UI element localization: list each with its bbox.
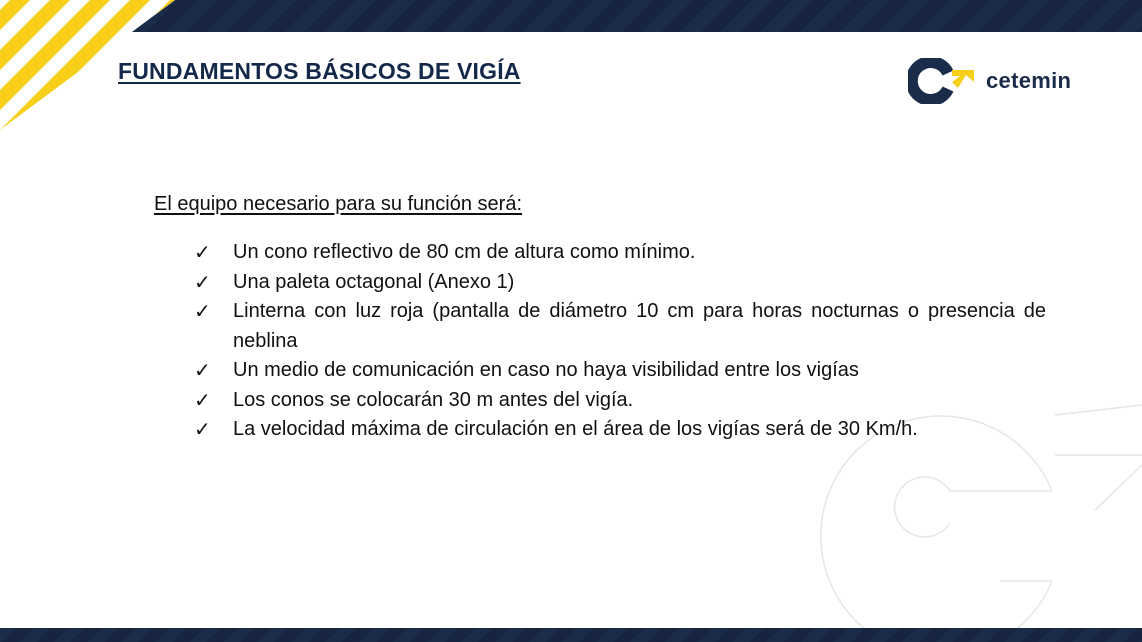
check-mark-icon: ✓ xyxy=(194,387,211,412)
list-item xyxy=(154,297,1046,356)
list-item-text: Linterna con luz roja (pantalla de diámetro 10 cm para horas nocturnas o presencia de neblina xyxy=(233,300,1046,352)
cetemin-logo-icon xyxy=(908,58,974,104)
list-item xyxy=(154,415,1046,445)
list-item xyxy=(154,386,1046,416)
check-mark-icon: ✓ xyxy=(194,240,211,264)
intro-heading: El equipo necesario para su función será: xyxy=(154,193,523,215)
list-item-text: Un cono reflectivo de 80 cm de altura como mínimo. xyxy=(233,241,696,263)
equipment-list xyxy=(154,238,1046,445)
logo-wordmark: cetemin xyxy=(986,68,1072,93)
list-item-text: Una paleta octagonal (Anexo 1) xyxy=(233,270,515,293)
cetemin-logo xyxy=(908,58,1071,104)
list-item xyxy=(154,238,1046,268)
list-item-text: Los conos se colocarán 30 m antes del vigía. xyxy=(233,388,634,411)
list-item-text: La velocidad máxima de circulación en el área de los vigías será de 30 Km/h. xyxy=(233,418,918,440)
slide-title: FUNDAMENTOS BÁSICOS DE VIGÍA xyxy=(118,58,521,84)
check-mark-icon: ✓ xyxy=(194,299,211,323)
list-item xyxy=(154,356,1046,386)
check-mark-icon: ✓ xyxy=(194,417,211,441)
check-mark-icon: ✓ xyxy=(194,358,211,382)
list-item xyxy=(154,268,1046,298)
check-mark-icon: ✓ xyxy=(194,269,211,294)
bottom-striped-band xyxy=(0,628,1142,642)
slide-content xyxy=(154,193,1046,445)
list-item-text: Un medio de comunicación en caso no haya visibilidad entre los vigías xyxy=(233,359,859,381)
